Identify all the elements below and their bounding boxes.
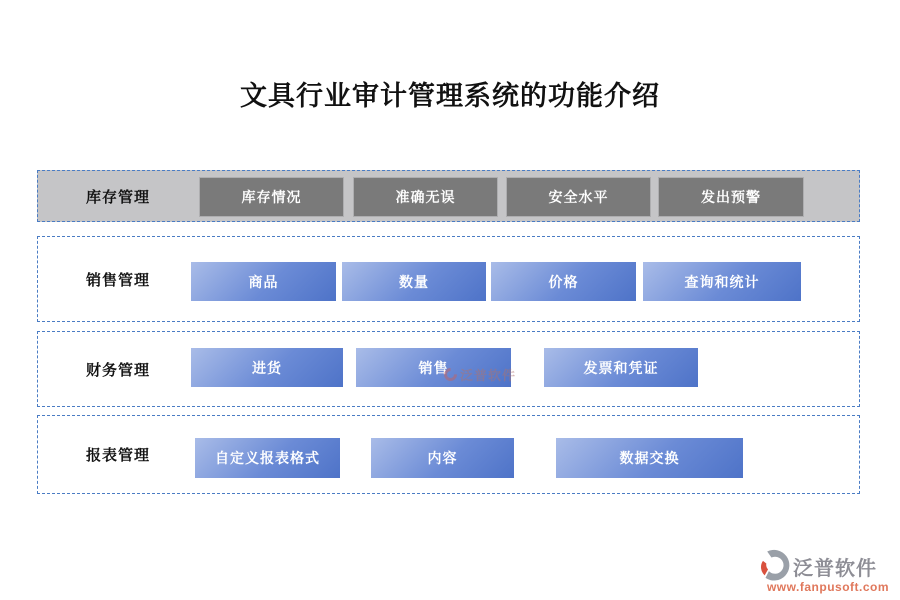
inventory-block-accurate: 准确无误	[353, 177, 498, 217]
inventory-block-safety-level: 安全水平	[506, 177, 651, 217]
finance-block-invoice-voucher: 发票和凭证	[544, 348, 698, 387]
fanpu-logo-icon	[757, 549, 791, 583]
report-management-row	[37, 415, 860, 494]
report-block-content: 内容	[371, 438, 514, 478]
sales-block-quantity: 数量	[342, 262, 486, 301]
finance-block-purchase: 进货	[191, 348, 343, 387]
sales-management-row	[37, 236, 860, 322]
sales-block-goods: 商品	[191, 262, 336, 301]
sales-block-price: 价格	[491, 262, 636, 301]
sales-block-query-statistics: 查询和统计	[643, 262, 801, 301]
report-block-data-exchange: 数据交换	[556, 438, 743, 478]
inventory-management-row	[37, 170, 860, 222]
inventory-block-stock-status: 库存情况	[199, 177, 344, 217]
fanpu-logo-url: www.fanpusoft.com	[766, 580, 890, 594]
fanpu-logo-name: 泛普软件	[793, 557, 877, 580]
finance-management-row	[37, 331, 860, 407]
report-block-custom-format: 自定义报表格式	[195, 438, 340, 478]
row-label-sales: 销售管理	[85, 271, 150, 289]
fanpu-logo	[757, 549, 899, 594]
fanpu-watermark-text: 泛普软件	[460, 368, 517, 383]
finance-block-sales: 销售	[356, 348, 511, 387]
row-label-finance: 财务管理	[85, 361, 150, 379]
row-label-inventory: 库存管理	[85, 188, 150, 206]
page-title: 文具行业审计管理系统的功能介绍	[240, 81, 660, 111]
row-label-report: 报表管理	[85, 447, 150, 464]
inventory-block-early-warning: 发出预警	[658, 177, 804, 217]
